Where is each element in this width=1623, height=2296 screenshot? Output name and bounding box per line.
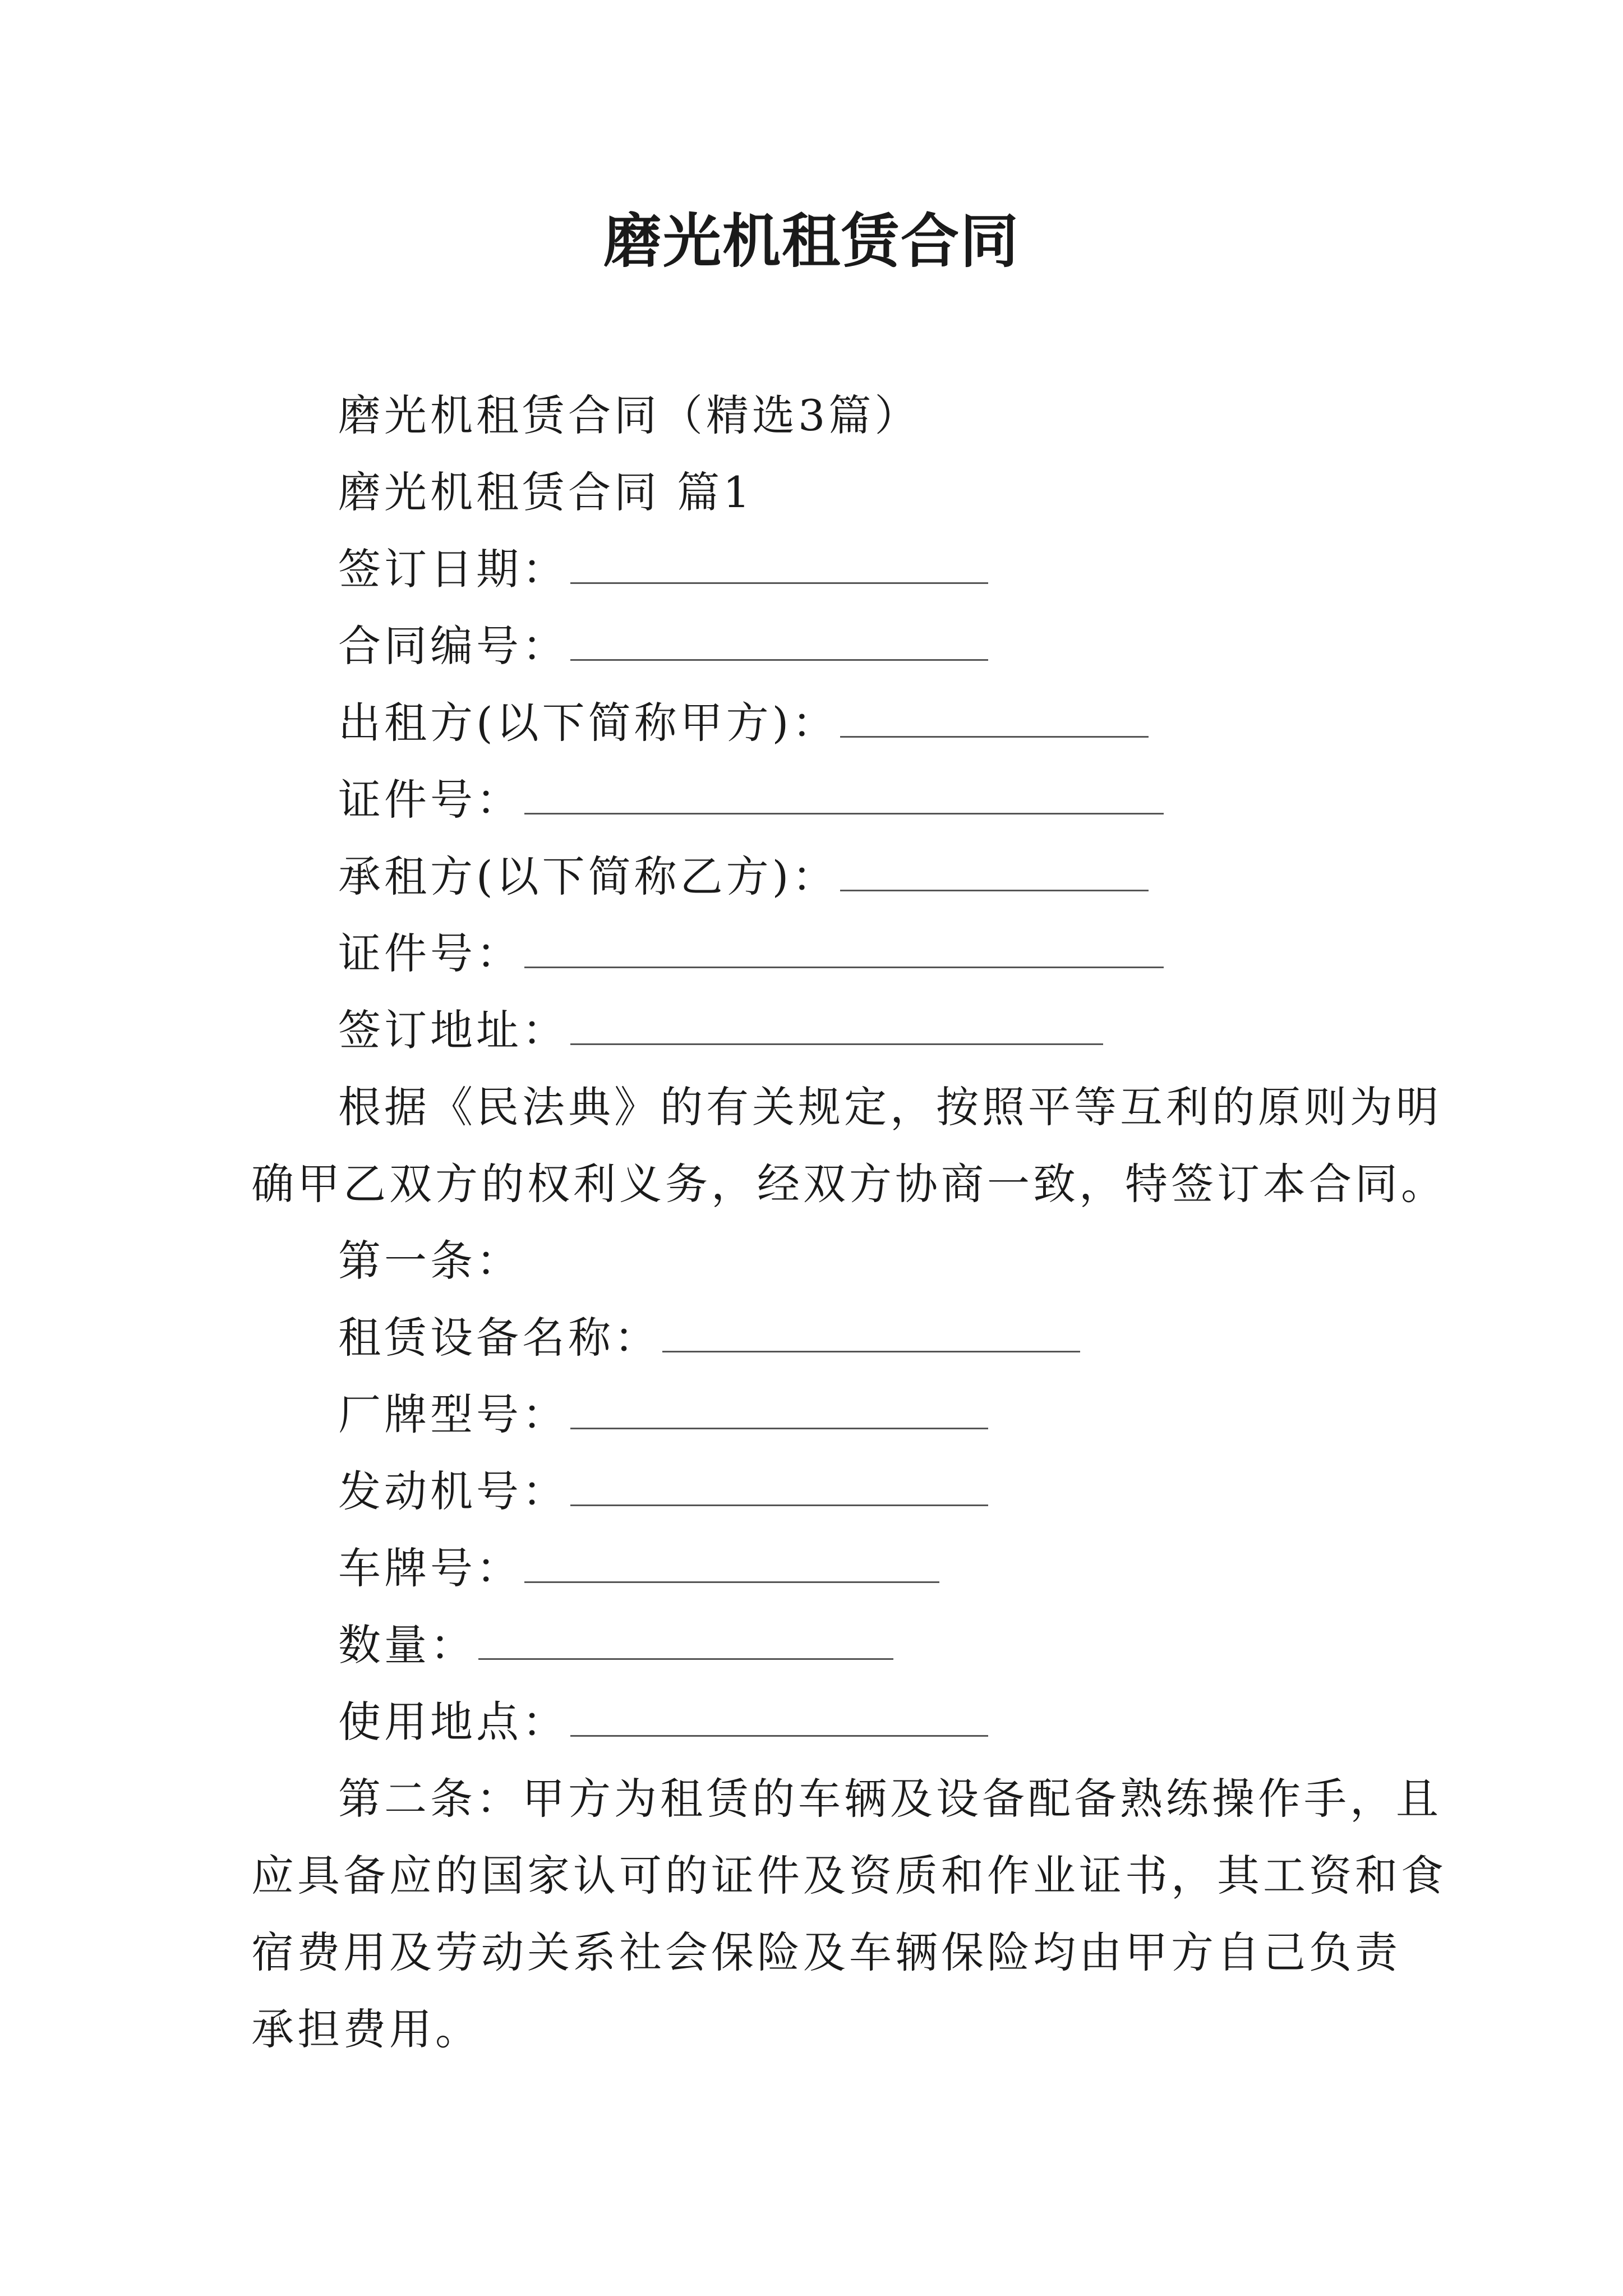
- engine-number-blank[interactable]: [570, 1499, 988, 1506]
- lessor-id-row: [251, 761, 1390, 838]
- article-2-line-1: 第二条：甲方为租赁的车辆及设备配备熟练操作手，且: [338, 1774, 1442, 1824]
- brand-model-blank[interactable]: [570, 1422, 988, 1429]
- plate-number-row: [251, 1530, 1390, 1607]
- quantity-label: 数量：: [338, 1620, 476, 1670]
- lessee-id-blank[interactable]: [524, 961, 1164, 968]
- contract-number-row: [251, 608, 1390, 684]
- brand-model-label: 厂牌型号：: [338, 1389, 568, 1439]
- sign-date-label: 签订日期：: [338, 544, 568, 594]
- plate-number-label: 车牌号：: [338, 1543, 522, 1593]
- engine-number-label: 发动机号：: [338, 1466, 568, 1516]
- sign-address-label: 签订地址：: [338, 1005, 568, 1055]
- sign-address-blank[interactable]: [570, 1038, 1103, 1045]
- equipment-name-label: 租赁设备名称：: [338, 1313, 660, 1363]
- lessee-blank[interactable]: [840, 884, 1149, 891]
- article-2-line-3: 宿费用及劳动关系社会保险及车辆保险均由甲方自己负责: [251, 1927, 1401, 1977]
- article-2-line-4: 承担费用。: [251, 2004, 481, 2054]
- lessee-id-label: 证件号：: [338, 928, 522, 978]
- subtitle: 磨光机租赁合同（精选3篇）: [338, 390, 921, 440]
- preamble-line-1: 根据《民法典》的有关规定，按照平等互利的原则为明: [338, 1082, 1442, 1132]
- preamble-line-2: 确甲乙双方的权利义务，经双方协商一致，特签订本合同。: [251, 1159, 1447, 1209]
- lessor-row: [251, 684, 1390, 761]
- document-title: 磨光机租赁合同: [603, 206, 1020, 275]
- lessor-id-label: 证件号：: [338, 775, 522, 825]
- sign-address-row: [251, 992, 1390, 1069]
- lessor-label: 出租方(以下简称甲方)：: [338, 698, 838, 748]
- brand-model-row: [251, 1376, 1390, 1453]
- section-heading: 磨光机租赁合同 篇1: [338, 467, 754, 517]
- lessee-row: [251, 838, 1390, 915]
- lessor-id-blank[interactable]: [524, 807, 1164, 815]
- sign-date-row: [251, 531, 1390, 608]
- usage-location-label: 使用地点：: [338, 1697, 568, 1747]
- lessor-blank[interactable]: [840, 730, 1149, 738]
- engine-number-row: [251, 1453, 1390, 1530]
- equipment-name-row: [251, 1299, 1390, 1376]
- article-2-line-2: 应具备应的国家认可的证件及资质和作业证书，其工资和食: [251, 1851, 1447, 1901]
- quantity-row: [251, 1607, 1390, 1683]
- contract-number-label: 合同编号：: [338, 621, 568, 671]
- quantity-blank[interactable]: [478, 1653, 893, 1660]
- article-1-heading: 第一条：: [338, 1236, 522, 1286]
- document-body: [251, 377, 1447, 2068]
- usage-location-blank[interactable]: [570, 1729, 988, 1737]
- lessee-id-row: [251, 915, 1390, 992]
- sign-date-blank[interactable]: [570, 577, 988, 584]
- plate-number-blank[interactable]: [524, 1576, 939, 1583]
- lessee-label: 承租方(以下简称乙方)：: [338, 852, 838, 901]
- equipment-name-blank[interactable]: [662, 1345, 1080, 1352]
- contract-number-blank[interactable]: [570, 654, 988, 661]
- usage-location-row: [251, 1683, 1390, 1760]
